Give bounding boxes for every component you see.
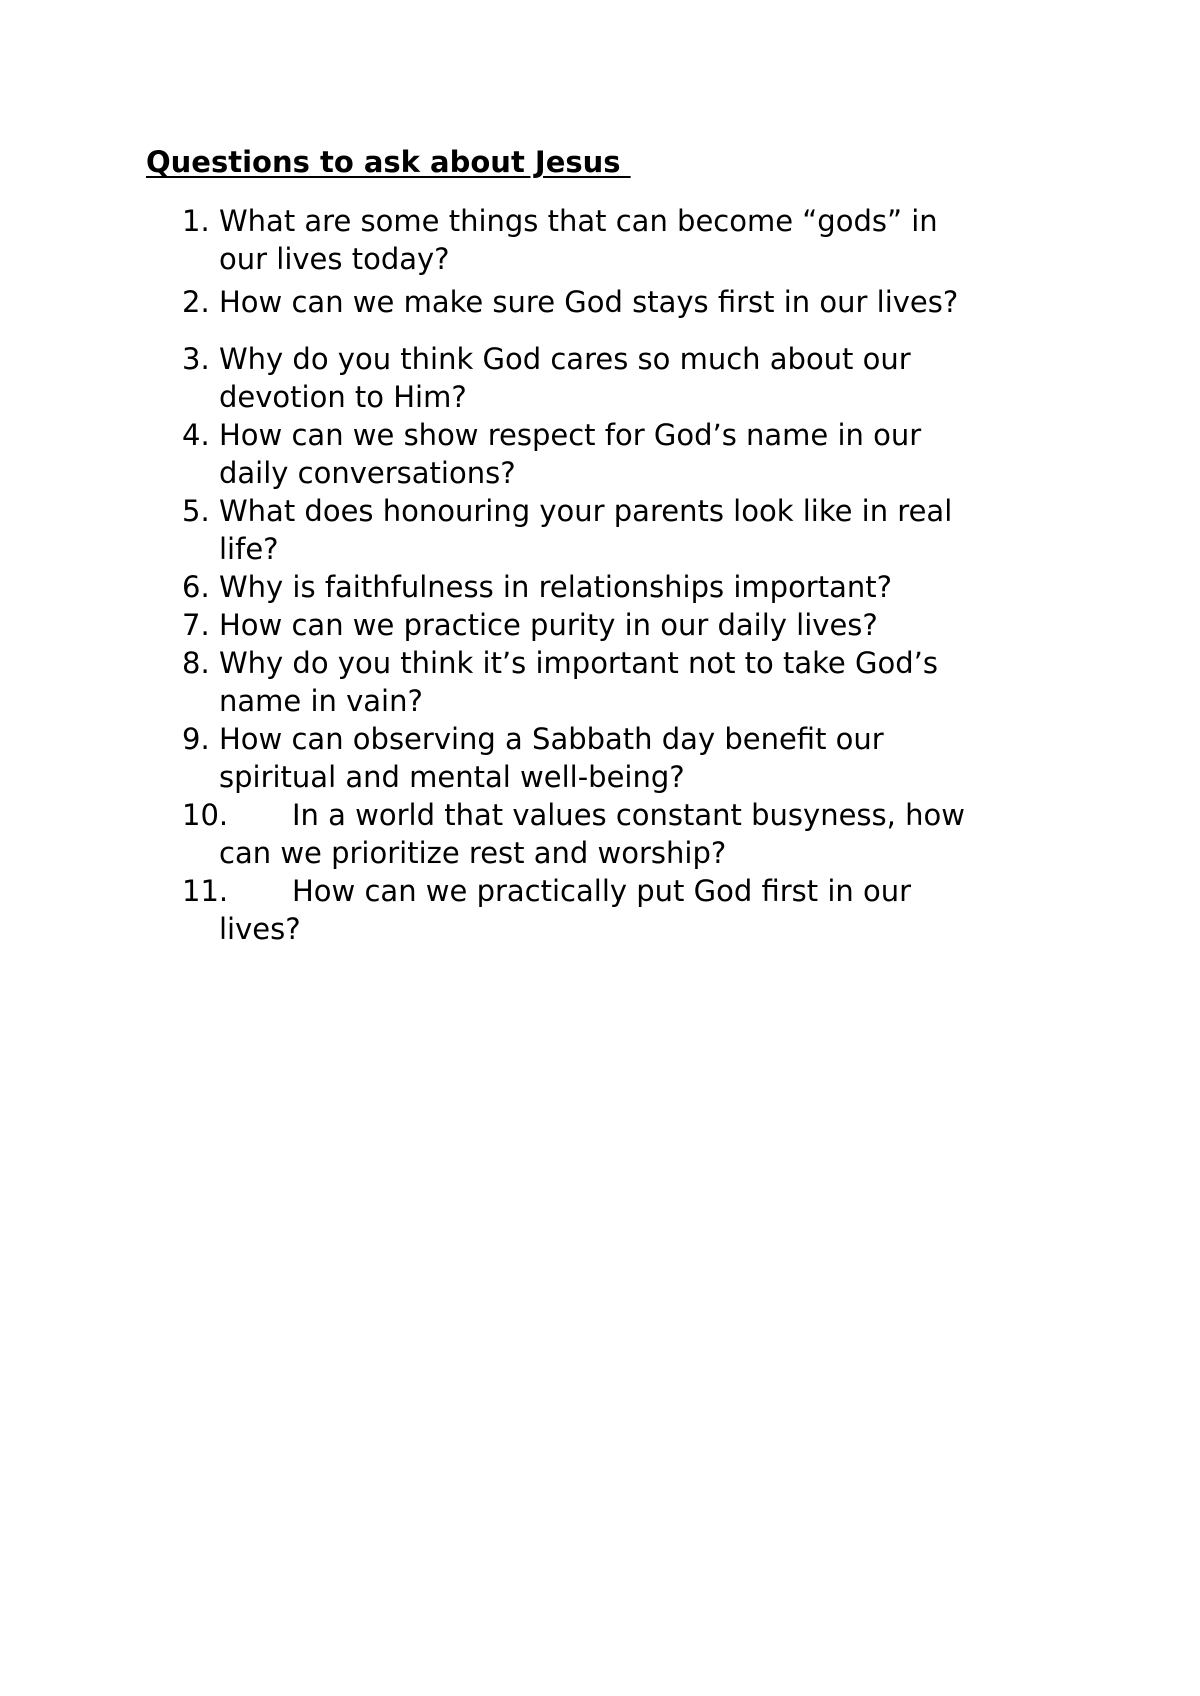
- question-item: [182, 283, 1062, 321]
- question-text-continued: name in vain?: [219, 684, 423, 718]
- question-number: 8.: [182, 646, 210, 680]
- question-text-continued: lives?: [219, 912, 301, 946]
- question-text-continued: spiritual and mental well-being?: [219, 760, 685, 794]
- question-number: 11.: [182, 874, 229, 908]
- question-item: [182, 720, 1062, 796]
- question-number: 9.: [182, 722, 210, 756]
- question-text: Why do you think God cares so much about our: [219, 342, 911, 376]
- question-text: In a world that values constant busyness, how: [292, 798, 965, 832]
- question-text: Why is faithfulness in relationships important?: [219, 570, 893, 604]
- question-number: 7.: [182, 608, 210, 642]
- question-text: What does honouring your parents look like in real: [219, 494, 953, 528]
- question-item: [182, 416, 1062, 492]
- question-number: 3.: [182, 342, 210, 376]
- question-text: How can we practice purity in our daily lives?: [219, 608, 878, 642]
- question-item: [182, 606, 1062, 644]
- question-item: [182, 492, 1062, 568]
- question-item: [182, 796, 1062, 872]
- question-number: 1.: [182, 204, 210, 238]
- question-number: 4.: [182, 418, 210, 452]
- question-text-continued: devotion to Him?: [219, 380, 467, 414]
- question-text: What are some things that can become “gods” in: [219, 204, 938, 238]
- question-item: [182, 568, 1062, 606]
- question-number: 5.: [182, 494, 210, 528]
- question-number: 10.: [182, 798, 229, 832]
- question-item: [182, 872, 1062, 948]
- question-text: How can we show respect for God’s name in our: [219, 418, 922, 452]
- question-text: How can we make sure God stays first in our lives?: [219, 285, 959, 319]
- question-item: [182, 202, 1062, 278]
- question-text: Why do you think it’s important not to take God’s: [219, 646, 938, 680]
- question-text: How can observing a Sabbath day benefit our: [219, 722, 884, 756]
- question-text-continued: daily conversations?: [219, 456, 516, 490]
- document-title: Questions to ask about Jesus: [146, 145, 631, 179]
- question-text-continued: our lives today?: [219, 242, 450, 276]
- question-number: 2.: [182, 285, 210, 319]
- question-number: 6.: [182, 570, 210, 604]
- question-item: [182, 340, 1062, 416]
- question-text-continued: can we prioritize rest and worship?: [219, 836, 727, 870]
- question-text: How can we practically put God first in our: [292, 874, 912, 908]
- question-item: [182, 644, 1062, 720]
- question-text-continued: life?: [219, 532, 279, 566]
